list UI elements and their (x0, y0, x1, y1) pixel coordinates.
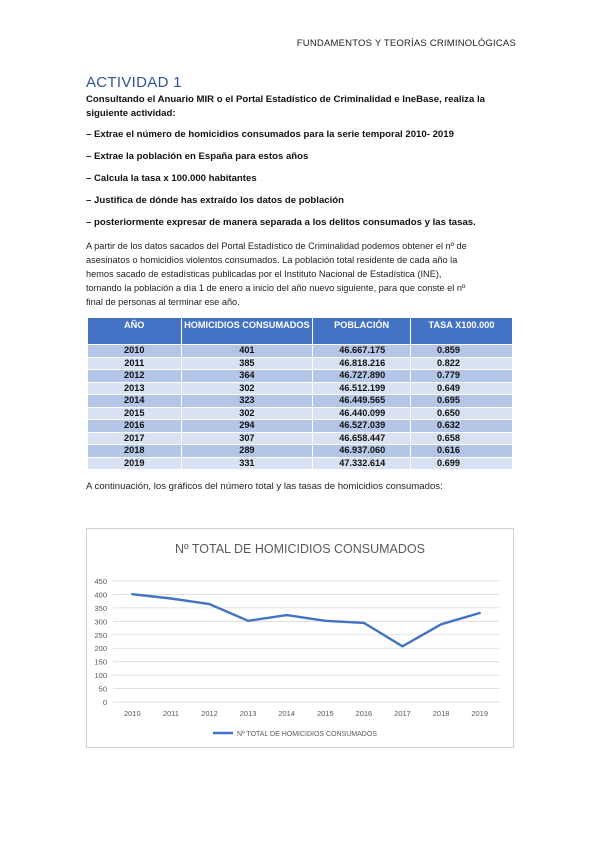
x-tick-label: 2014 (278, 709, 296, 718)
bullet-item: – Extrae la población en España para estos años (86, 151, 309, 162)
cell-homicides: 323 (181, 395, 313, 408)
cell-homicides: 307 (181, 432, 313, 445)
cell-homicides: 331 (181, 457, 313, 470)
cell-rate: 0.695 (411, 395, 513, 408)
explanation-paragraph (86, 239, 518, 309)
cell-rate: 0.859 (411, 345, 513, 358)
header-year: AÑO (88, 318, 182, 345)
x-tick-label: 2018 (432, 709, 450, 718)
table-row (88, 357, 513, 370)
cell-year: 2016 (88, 420, 182, 433)
table-row (88, 407, 513, 420)
table-row (88, 420, 513, 433)
chart-title: Nº TOTAL DE HOMICIDIOS CONSUMADOS (175, 542, 425, 556)
bullet-item: – Justifica de dónde has extraído los datos de población (86, 195, 345, 206)
cell-year: 2019 (88, 457, 182, 470)
cell-homicides: 385 (181, 357, 313, 370)
homicides-table (87, 317, 513, 470)
y-tick-label: 450 (94, 577, 107, 586)
table-row (88, 382, 513, 395)
table-row (88, 432, 513, 445)
table-body (88, 345, 513, 470)
bullet-item: – Extrae el número de homicidios consumados para la serie temporal 2010- 2019 (86, 129, 454, 140)
chart-svg (87, 529, 513, 747)
y-tick-label: 100 (94, 671, 107, 681)
cell-rate: 0.650 (411, 407, 513, 420)
cell-rate: 0.649 (411, 382, 513, 395)
table-row (88, 370, 513, 383)
cell-homicides: 302 (181, 382, 313, 395)
y-tick-label: 350 (94, 603, 107, 613)
y-tick-label: 50 (98, 684, 107, 694)
header-population: POBLACIÓN (313, 318, 411, 345)
charts-intro: A continuación, los gráficos del número total y las tasas de homicidios consumados: (86, 481, 443, 492)
header-homicides: HOMICIDIOS CONSUMADOS (181, 318, 313, 345)
x-tick-label: 2016 (355, 709, 373, 718)
x-tick-label: 2010 (123, 709, 141, 718)
cell-homicides: 364 (181, 370, 313, 383)
bullet-item: – Calcula la tasa x 100.000 habitantes (86, 173, 257, 184)
cell-year: 2018 (88, 445, 182, 458)
line-chart (86, 528, 514, 748)
cell-rate: 0.616 (411, 445, 513, 458)
cell-population: 47.332.614 (313, 457, 411, 470)
table-row (88, 457, 513, 470)
cell-rate: 0.632 (411, 420, 513, 433)
page-header: FUNDAMENTOS Y TEORÍAS CRIMINOLÓGICAS (296, 38, 516, 49)
cell-rate: 0.658 (411, 432, 513, 445)
paragraph-line: A partir de los datos sacados del Portal Estadístico de Criminalidad podemos obtener el nº de (86, 241, 467, 251)
y-tick-label: 300 (94, 617, 107, 627)
cell-year: 2013 (88, 382, 182, 395)
series-line (132, 594, 479, 646)
cell-year: 2012 (88, 370, 182, 383)
table-row (88, 395, 513, 408)
cell-homicides: 289 (181, 445, 313, 458)
paragraph-line: hemos sacado de estadísticas publicadas por el Instituto Nacional de Estadística (INE), (86, 269, 442, 280)
cell-population: 46.727.890 (313, 370, 411, 383)
cell-population: 46.658.447 (313, 432, 411, 445)
activity-intro: Consultando el Anuario MIR o el Portal Estadístico de Criminalidad e IneBase, realiza la siguiente actividad: (86, 94, 485, 119)
cell-population: 46.449.565 (313, 395, 411, 408)
cell-year: 2010 (88, 345, 182, 358)
cell-homicides: 294 (181, 420, 313, 433)
x-tick-label: 2019 (471, 709, 489, 718)
cell-rate: 0.699 (411, 457, 513, 470)
cell-rate: 0.822 (411, 357, 513, 370)
x-tick-label: 2011 (162, 709, 179, 718)
x-tick-label: 2013 (239, 709, 257, 718)
cell-population: 46.937.060 (313, 445, 411, 458)
table-row (88, 445, 513, 458)
cell-year: 2015 (88, 407, 182, 420)
cell-population: 46.818.216 (313, 357, 411, 370)
cell-homicides: 401 (181, 345, 313, 358)
cell-year: 2014 (88, 395, 182, 408)
cell-population: 46.512.199 (313, 382, 411, 395)
y-tick-label: 150 (94, 657, 107, 667)
x-tick-label: 2012 (201, 709, 218, 718)
y-tick-label: 0 (102, 698, 107, 707)
bullet-item: – posteriormente expresar de manera separada a los delitos consumados y las tasas. (86, 217, 476, 228)
legend-label: Nº TOTAL DE HOMICIDIOS CONSUMADOS (237, 731, 377, 738)
y-tick-label: 250 (94, 630, 107, 640)
y-tick-label: 200 (94, 644, 107, 654)
y-tick-label: 400 (94, 590, 107, 600)
cell-rate: 0.779 (411, 370, 513, 383)
cell-homicides: 302 (181, 407, 313, 420)
x-tick-label: 2015 (316, 709, 334, 718)
activity-title: ACTIVIDAD 1 (86, 74, 182, 91)
cell-population: 46.527.039 (313, 420, 411, 433)
paragraph-line: asesinatos o homicidios violentos consumados. La población total residente de cada año la (86, 255, 458, 266)
cell-year: 2011 (88, 357, 182, 370)
table-row (88, 345, 513, 358)
cell-population: 46.440.099 (313, 407, 411, 420)
x-tick-label: 2017 (394, 709, 411, 718)
header-rate: TASA X100.000 (411, 318, 513, 345)
paragraph-line: tomando la población a día 1 de enero a inicio del año nuevo siguiente, para que conste el nº (86, 283, 466, 294)
paragraph-line: final de personas al terminar ese año. (86, 297, 240, 308)
cell-population: 46.667.175 (313, 345, 411, 358)
table-header-row (88, 318, 513, 345)
cell-year: 2017 (88, 432, 182, 445)
